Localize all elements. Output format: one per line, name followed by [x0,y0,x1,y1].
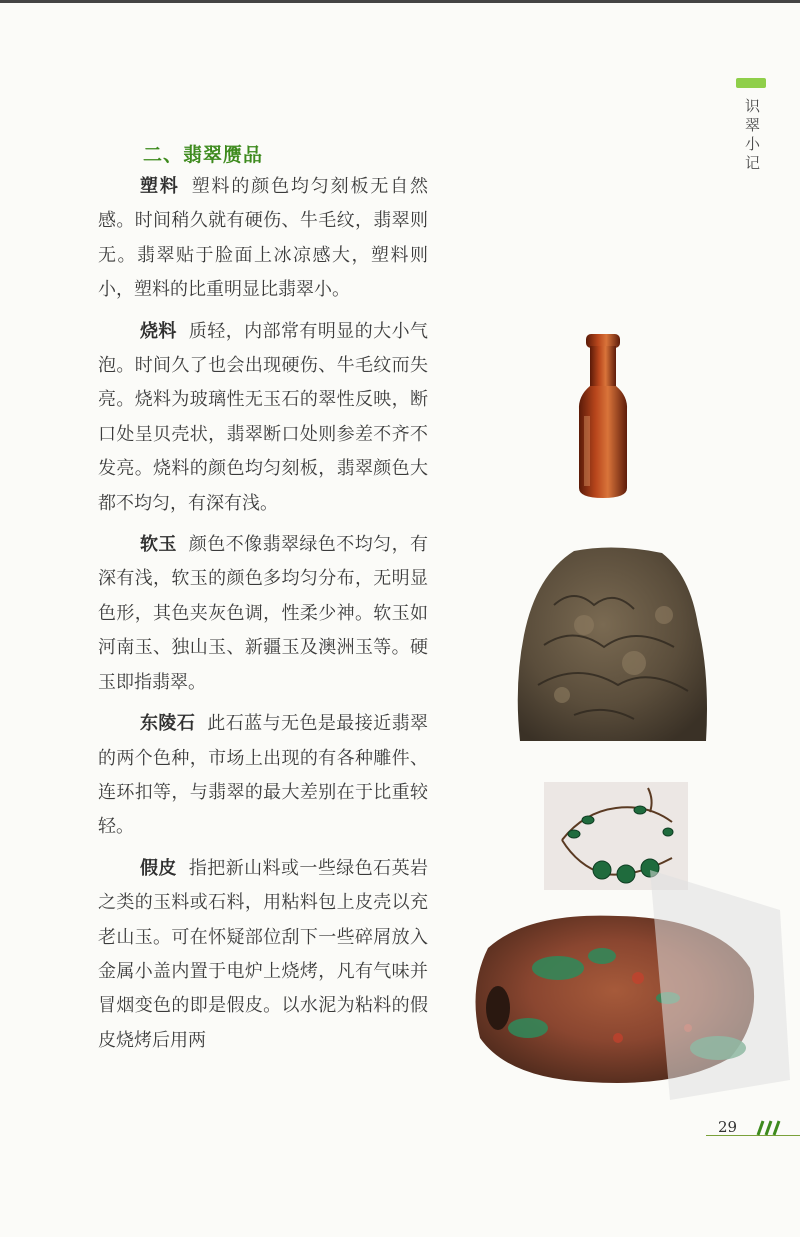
glass-bottle-image [570,332,636,500]
top-rule [0,0,800,3]
page-number: 29 [718,1118,738,1136]
term-label: 东陵石 [140,713,196,735]
carved-jade-image [514,545,712,745]
term-label: 软玉 [140,534,177,556]
paragraph-text: 塑料的颜色均匀刻板无自然感。时间稍久就有硬伤、牛毛纹，翡翠则无。翡翠贴于脸面上冰凉感大，塑料则小，塑料的比重明显比翡翠小。 [98,176,429,301]
body-text [98,170,428,1065]
paragraph-text: 质轻，内部常有明显的大小气泡。时间久了也会出现硬伤、牛毛纹而失亮。烧料为玻璃性无玉石的翠性反映，断口处呈贝壳状，翡翠断口处则参差不齐不发亮。烧料的颜色均匀刻板，翡翠颜色大都不均匀，有深有浅。 [98,320,429,514]
paragraph-glass [98,315,428,521]
term-label: 假皮 [140,857,177,879]
paragraph-aventurine [98,707,428,845]
page-slashes-ornament [754,1120,784,1136]
paragraph-text: 指把新山料或一些绿色石英岩之类的玉料或石料，用粘料包上皮壳以充老山玉。可在怀疑部位刮下一些碎屑放入金属小盖内置于电炉上烧烤，凡有气味并冒烟变色的即是假皮。以水泥为粘料的假皮烧烤后用两 [98,857,429,1051]
sidebar-title: 识翠小记 [743,98,761,174]
section-title: 二、翡翠赝品 [143,144,264,166]
paragraph-text: 颜色不像翡翠绿色不均匀，有深有浅，软玉的颜色多均匀分布，无明显色形，其色夹灰色调，性柔少神。软玉如河南玉、独山玉、新疆玉及澳洲玉等。硬玉即指翡翠。 [98,534,429,693]
term-label: 塑料 [140,176,180,197]
paragraph-fake-skin [98,852,428,1058]
paragraph-text: 此石蓝与无色是最接近翡翠的两个色种，市场上出现的有各种雕件、连环扣等，与翡翠的最大差别在于比重较轻。 [98,713,429,838]
paragraph-nephrite [98,528,428,700]
paragraph-plastic [98,170,428,308]
watermark-stamp [630,850,800,1110]
term-label: 烧料 [140,320,177,342]
side-tab-marker [736,78,766,88]
